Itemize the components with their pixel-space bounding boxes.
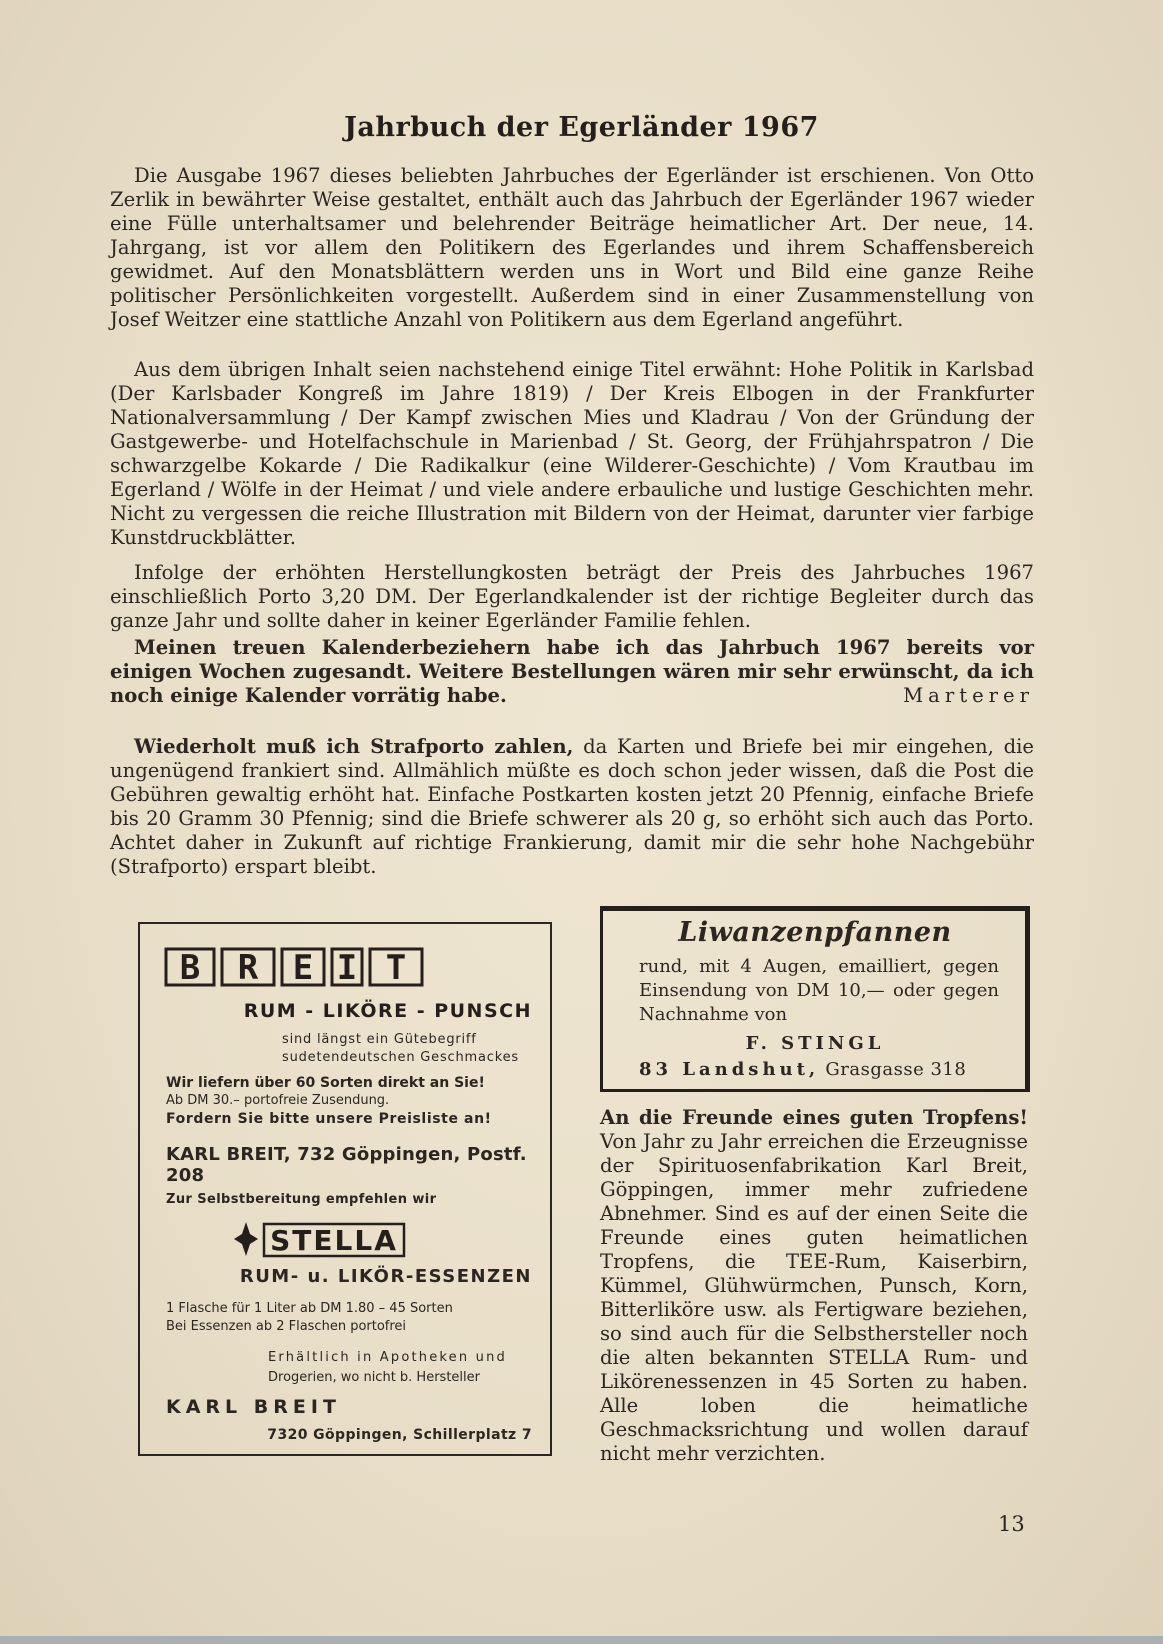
paragraph-subscribers [110,636,1034,708]
stella-price-line: Bei Essenzen ab 2 Flaschen portofrei [166,1319,407,1334]
stella-price [166,1300,536,1336]
liw-seller: F. STINGL [745,1033,885,1054]
breit-products: RUM - LIKÖRE - PUNSCH [243,1000,532,1022]
paragraph-text: Meinen treuen Kalenderbeziehern habe ich das Jahrbuch 1967 bereits vor einigen Wochen zugesandt. Weitere Bestellungen wären mir sehr erwünscht, da ich noch einige Kalender vorrätig habe. [110,636,1034,707]
paragraph-strafporto [110,735,1034,879]
breit-address: KARL BREIT, 732 Göppingen, Postf. 208 [166,1144,527,1186]
breit-shipping: Ab DM 30.– portofreie Zusendung. [166,1093,390,1108]
paragraph-jahrbuch-intro [110,164,1034,332]
liw-street: Grasgasse 318 [819,1059,967,1080]
page-title: Jahrbuch der Egerländer 1967 [344,112,819,143]
svg-text:R: R [237,948,259,988]
stella-price-line: 1 Flasche für 1 Liter ab DM 1.80 – 45 Sorten [166,1301,453,1316]
paragraph-text: da Karten und Briefe bei mir eingehen, die ungenügend frankiert sind. Allmählich müßte es doch schon jeder wissen, daß die Post die Gebühren gewaltig erhöht hat. Einfache Postkarten kosten jetzt 20 Pfennig, einfache Briefe bis 20 Gramm 30 Pfennig; sind die Briefe schwerer als 20 g, so erhöht sich auch das Porto. Achtet daher in Zukunft auf richtige Frankierung, damit mir die sehr hohe Nachgebühr (Strafporto) erspart bleibt. [110,735,1034,878]
stella-availability-line: Drogerien, wo nicht b. Hersteller [268,1370,480,1385]
paragraph-contents [110,358,1034,550]
advertisement-liwanzenpfannen [600,906,1030,1092]
paragraph-text: Aus dem übrigen Inhalt seien nachstehend einige Titel erwähnt: Hohe Politik in Karlsbad (Der Karlsbader Kongreß im Jahre 1819) / Der Kreis Elbogen in der Frankfurter Nationalversammlung / Der Kampf zwischen Mies und Kladrau / Von der Gründung der Gastgewerbe- und Hotelfachschule in Marienbad / St. Georg, der Frühjahrspatron / Die schwarzgelbe Kokarde / Die Radikalkur (eine Wilderer-Geschichte) / Vom Krautbau im Egerland / Wölfe in der Heimat / und viele andere erbauliche und lustige Geschichten mehr. Nicht zu vergessen die reiche Illustration mit Bildern von der Heimat, darunter vier farbige Kunstdruckblätter. [110,358,1034,549]
paragraph-text: Infolge der erhöhten Herstellungkosten beträgt der Preis des Jahrbuches 1967 einschließlich Porto 3,20 DM. Der Egerlandkalender ist der richtige Begleiter durch das ganze Jahr und sollte daher in keiner Egerländer Familie fehlen. [110,561,1034,632]
liw-city: 83 Landshut, [639,1059,820,1080]
stella-products: RUM- u. LIKÖR-ESSENZEN [239,1266,532,1287]
paragraph-block [110,735,1034,879]
breit-tagline-line: sudetendeutschen Geschmackes [282,1050,519,1065]
scan-edge [0,1636,1163,1644]
breit-tagline-line: sind längst ein Gütebegriff [282,1032,477,1047]
paragraph-price [110,561,1034,633]
stella-availability-line: Erhältlich in Apotheken und [268,1350,507,1365]
svg-text:STELLA: STELLA [270,1224,398,1257]
paragraph-lead: Wiederholt muß ich Strafporto zahlen, [134,735,574,758]
breit-name: KARL BREIT [166,1396,341,1418]
paragraph-text: Von Jahr zu Jahr erreichen die Erzeugnisse der Spirituosenfabrikation Karl Breit, Göppingen, immer mehr zufriedene Abnehmer. Sind es auf der einen Seite die Freunde eines guten heimatlichen Tropfens, die TEE-Rum, Kaiserbirn, Kümmel, Glühwürmchen, Punsch, Korn, Bitterliköre usw. als Fertigware beziehen, so sind auch für die Selbsthersteller noch die alten bekannten STELLA Rum- und Likörenessenzen in 45 Sorten zu haben. Alle loben die heimatliche Geschmacksrichtung und wollen darauf nicht mehr verzichten. [600,1130,1028,1465]
advertisement-breit [138,922,552,1456]
paragraph-text: Die Ausgabe 1967 dieses beliebten Jahrbuches der Egerländer ist erschienen. Von Otto Zerlik in bewährter Weise gestaltet, enthält auch das Jahrbuch der Egerländer 1967 wieder eine Fülle unterhaltsamer und belehrender Beiträge heimatlicher Art. Der neue, 14. Jahrgang, ist vor allem den Politikern des Egerlandes und ihrem Schaffensbereich gewidmet. Auf den Monatsblättern werden uns in Wort und Bild eine ganze Reihe politischer Persönlichkeiten vorgestellt. Außerdem sind in einer Zusammenstellung von Josef Weitzer eine stattliche Anzahl von Politikern aus dem Egerland angeführt. [110,164,1034,331]
stella-availability [268,1348,538,1388]
breit-address2: 7320 Göppingen, Schillerplatz 7 [267,1427,532,1443]
paragraph-block [110,636,1034,708]
stella-logo [212,1214,412,1264]
svg-text:E: E [292,948,314,988]
liw-title: Liwanzenpfannen [678,917,952,948]
paragraph-freunde [600,1106,1028,1466]
breit-logo [164,946,444,988]
breit-request: Fordern Sie bitte unsere Preisliste an! [166,1111,492,1127]
svg-text:B: B [179,948,201,988]
liw-body: rund, mit 4 Augen, emailliert, gegen Einsendung von DM 10,— oder gegen Nachnahme von [639,956,999,1025]
paragraph-lead: An die Freunde eines guten Tropfens! [600,1106,1028,1129]
breit-tagline [282,1031,532,1067]
svg-text:T: T [385,948,407,988]
breit-recommend: Zur Selbstbereitung empfehlen wir [166,1192,437,1207]
svg-text:I: I [336,948,358,988]
page-number: 13 [998,1512,1025,1536]
liw-address [639,1059,1009,1080]
author-signature: Marterer [903,684,1034,707]
breit-offer: Wir liefern über 60 Sorten direkt an Sie! [166,1075,485,1091]
